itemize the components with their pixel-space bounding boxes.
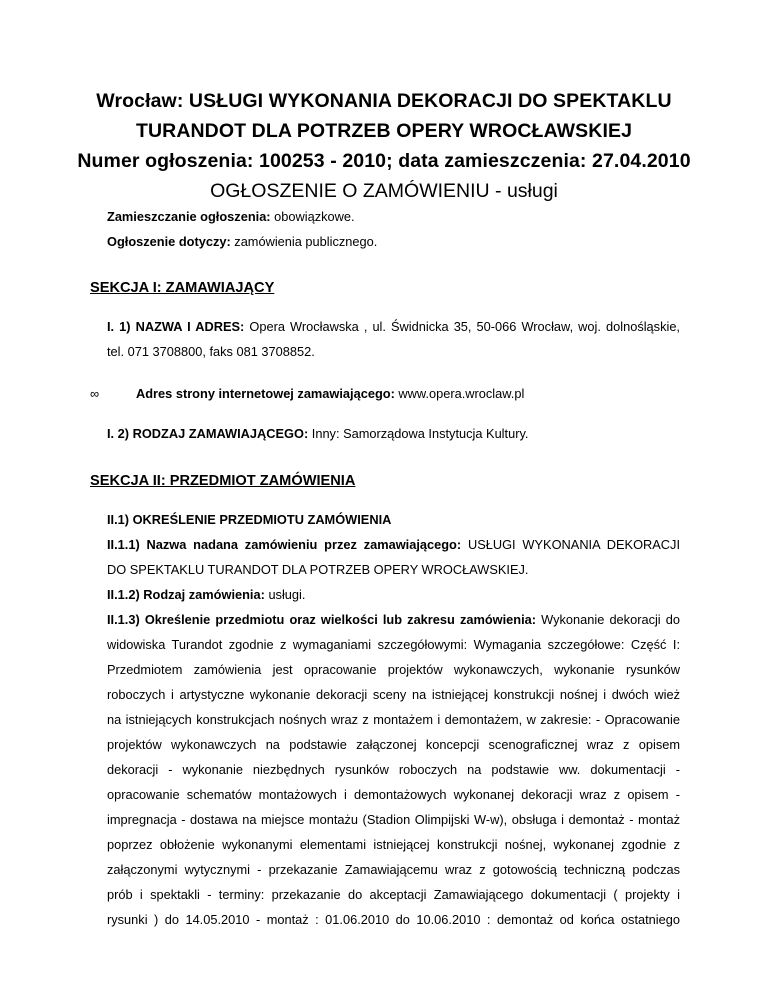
contract-kind-label: II.1.2) Rodzaj zamówienia: <box>107 587 265 602</box>
scope-first-line <box>107 607 680 632</box>
notice-type: OGŁOSZENIE O ZAMÓWIENIU - usługi <box>210 180 558 202</box>
contract-kind-value: usługi. <box>268 587 306 602</box>
concerns-value: zamówienia publicznego. <box>234 234 378 249</box>
placement-row <box>107 207 355 227</box>
contract-name-line1 <box>107 532 680 557</box>
authority-name-label: I. 1) NAZWA I ADRES: <box>107 319 245 334</box>
notice-header <box>60 86 708 206</box>
website-text <box>136 384 524 404</box>
contract-name-label: II.1.1) Nazwa nadana zamówieniu przez zamawiającego: <box>107 537 462 552</box>
contract-name-value-1: USŁUGI WYKONANIA DEKORACJI <box>467 537 680 552</box>
scope-line: rysunki ) do 14.05.2010 - montaż : 01.06.2010 do 10.06.2010 : demontaż od końca ostatniego <box>107 912 680 927</box>
subject-subheading-text: II.1) OKREŚLENIE PRZEDMIOTU ZAMÓWIENIA <box>107 512 392 527</box>
scope-line: roboczych i artystyczne wykonanie dekoracji sceny na istniejącej konstrukcji nośnej i dwóch wież <box>107 687 680 702</box>
placement-label: Zamieszczanie ogłoszenia: <box>107 209 271 224</box>
concerns-label: Ogłoszenie dotyczy: <box>107 234 231 249</box>
infinity-bullet-icon: ∞ <box>90 386 100 401</box>
notice-number-date: Numer ogłoszenia: 100253 - 2010; data zamieszczenia: 27.04.2010 <box>77 150 691 172</box>
scope-line: poprzez obłożenie wykonanymi elementami istniejącej konstrukcji nośnej, wykonanej zgodnie z <box>107 837 680 852</box>
scope-line: widowiska Turandot zgodnie z wymaganiami szczegółowymi: Wymagania szczegółowe: Część I: <box>107 637 680 652</box>
notice-title-line1: Wrocław: USŁUGI WYKONANIA DEKORACJI DO SPEKTAKLU <box>96 90 672 112</box>
authority-contact-line: tel. 071 3708800, faks 081 3708852. <box>107 344 315 359</box>
authority-name-value: Opera Wrocławska , ul. Świdnicka 35, 50-066 Wrocław, woj. dolnośląskie, <box>249 319 680 334</box>
contract-kind-line <box>107 582 680 607</box>
scope-line: opracowanie schematów montażowych i demontażowych wykonanej dekoracji wraz z opisem - <box>107 787 680 802</box>
authority-name-line <box>107 314 680 339</box>
contract-name-block <box>107 532 680 932</box>
website-value: www.opera.wroclaw.pl <box>398 386 525 401</box>
authority-type-row <box>107 424 528 444</box>
section1-title: SEKCJA I: ZAMAWIAJĄCY <box>90 280 275 296</box>
scope-line: dekoracji - wykonanie niezbędnych rysunków roboczych na podstawie ww. dokumentacji - <box>107 762 680 777</box>
scope-first-text: Wykonanie dekoracji do <box>541 612 680 627</box>
contract-name-value-2: DO SPEKTAKLU TURANDOT DLA POTRZEB OPERY WROCŁAWSKIEJ. <box>107 562 529 577</box>
authority-type-value: Inny: Samorządowa Instytucja Kultury. <box>311 426 529 441</box>
website-label: Adres strony internetowej zamawiającego: <box>136 386 395 401</box>
section2-title: SEKCJA II: PRZEDMIOT ZAMÓWIENIA <box>90 473 356 489</box>
contracting-authority-name <box>107 314 680 364</box>
scope-line: załączonymi wytycznymi - przekazanie Zamawiającemu wraz z gotowością techniczną podczas <box>107 862 680 877</box>
scope-line: impregnacja - dostawa na miejsce montażu (Stadion Olimpijski W-w), obsługa i demontaż - montaż <box>107 812 680 827</box>
scope-line: na istniejących konstrukcjach nośnych wraz z montażem i demontażem, w zakresie: - Opracowanie <box>107 712 680 727</box>
scope-label: II.1.3) Określenie przedmiotu oraz wielkości lub zakresu zamówienia: <box>107 612 537 627</box>
authority-type-label: I. 2) RODZAJ ZAMAWIAJĄCEGO: <box>107 426 309 441</box>
subject-subheading <box>107 510 391 530</box>
scope-line: prób i spektakli - terminy: przekazanie do akceptacji Zamawiającego dokumentacji ( projekty i <box>107 887 680 902</box>
scope-line: Przedmiotem zamówienia jest opracowanie projektów wykonawczych, wykonanie rysunków <box>107 662 680 677</box>
placement-value: obowiązkowe. <box>274 209 355 224</box>
concerns-row <box>107 232 377 252</box>
scope-line: projektów wykonawczych na podstawie załączonej koncepcji scenograficznej wraz z opisem <box>107 737 680 752</box>
notice-title-line2: TURANDOT DLA POTRZEB OPERY WROCŁAWSKIEJ <box>135 120 633 142</box>
